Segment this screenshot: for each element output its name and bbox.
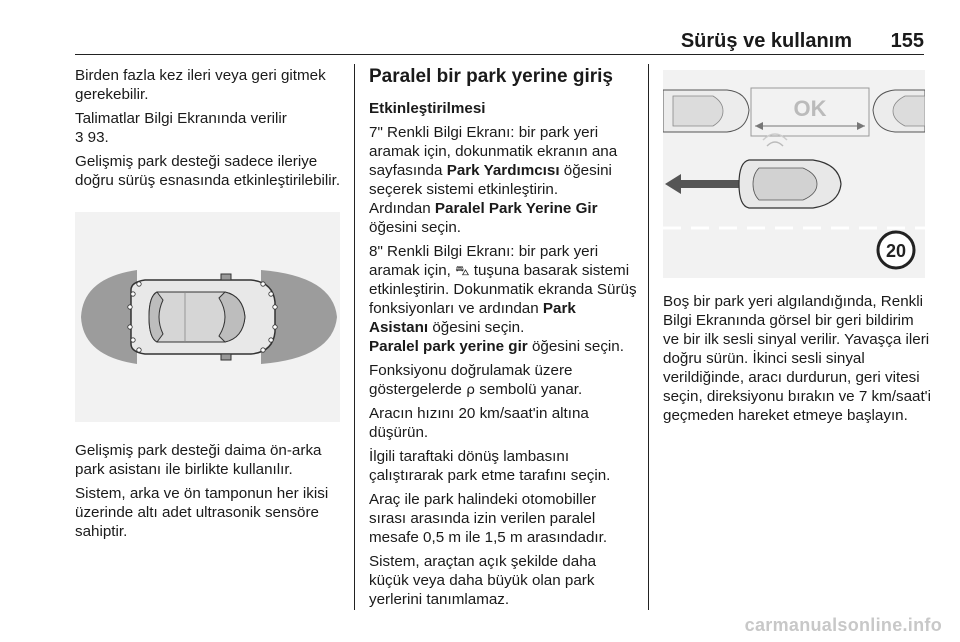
paragraph: [369, 337, 637, 356]
paragraph: [75, 109, 347, 147]
text: 7" Renkli Bilgi Ekranı: bir park yeri aramak için, dokunmatik ekranın ana sayfasında: [369, 124, 618, 179]
paragraph: Birden fazla kez ileri veya geri gitmek gerekebilir.: [75, 67, 326, 103]
column-1-top: [75, 66, 347, 195]
vehicle-button-icon: ⛍: [455, 262, 470, 278]
text: Fonksiyonu doğrulamak üzere göstergelerde: [369, 362, 573, 398]
text: tuşuna basarak sistemi etkinleştirin. Dokunmatik ekranda Sürüş fonksiyonları ve ardından: [369, 262, 637, 317]
page-header-title: Sürüş ve kullanım: [680, 30, 852, 52]
paragraph: Aracın hızını 20 km/saat'in altına düşürün.: [369, 405, 589, 441]
subheading: Etkinleştirilmesi: [369, 100, 486, 117]
paragraph: Gelişmiş park desteği sadece ileriye doğru sürüş esnasında etkinleştirilebilir.: [75, 153, 341, 189]
column-2: [369, 66, 637, 614]
section-title: Paralel bir park yerine giriş: [369, 66, 613, 87]
paragraph: Araç ile park halindeki otomobiller sırası arasında izin verilen paralel mesafe 0,5 m ile 1,5 m arasındadır.: [369, 491, 608, 546]
figure-parallel-parking: [663, 70, 925, 278]
paragraph: Sistem, arka ve ön tamponun her ikisi üzerinde altı adet ultrasonik sensöre sahiptir.: [75, 485, 329, 540]
paragraph: [369, 123, 637, 199]
watermark: carmanualsonline.info: [744, 615, 942, 635]
figure-park-sensors: [75, 212, 340, 422]
text: öğesini seçin.: [428, 319, 525, 336]
text: 8" Renkli Bilgi Ekranı: bir park yeri aramak için,: [369, 243, 599, 279]
ok-label: OK: [793, 96, 827, 121]
text: öğesini seçin.: [369, 219, 462, 236]
menu-item-label: Park Asistanı: [369, 300, 576, 336]
text: öğesini seçin.: [527, 338, 624, 355]
paragraph: Gelişmiş park desteği daima ön-arka park asistanı ile birlikte kullanılır.: [75, 442, 322, 478]
menu-item-label: Paralel park yerine gir: [369, 338, 528, 355]
menu-item-label: Paralel Park Yerine Gir: [434, 200, 598, 217]
column-1-bottom: [75, 441, 347, 546]
text: öğesini seçerek sistemi etkinleştirin.: [369, 162, 612, 198]
text: Talimatlar Bilgi Ekranında verilir: [75, 110, 287, 127]
page-number: 155: [890, 30, 924, 52]
paragraph: [369, 361, 637, 399]
parking-symbol-icon: ⍴: [466, 381, 475, 397]
paragraph: Boş bir park yeri algılandığında, Renkli Bilgi Ekranında görsel bir geri bildirim ve bir ilk sesli sinyal verilir. Yavaşça ileri doğru sürün. İkinci sesli sinyal verildiğinde, aracı durdurun, geri vitesi seçin, direksiyonu bırakın ve 7 km/saat'i geçmeden hareket etmeye başlayın.: [663, 293, 931, 424]
speed-sign-label: 20: [885, 241, 907, 261]
paragraph: Sistem, araçtan açık şekilde daha küçük veya daha büyük olan park yerlerini tanımlamaz.: [369, 553, 597, 608]
text: Ardından: [369, 200, 435, 217]
text: sembolü yanar.: [475, 381, 583, 398]
menu-item-label: Park Yardımcısı: [446, 162, 560, 179]
column-3: [663, 292, 931, 430]
column-divider-1: [354, 64, 355, 610]
page-reference-link[interactable]: 3 93.: [75, 129, 109, 146]
column-divider-2: [648, 64, 649, 610]
paragraph: İlgili taraftaki dönüş lambasını çalıştırarak park etme tarafını seçin.: [369, 448, 611, 484]
header-rule: [75, 54, 924, 55]
paragraph: [369, 242, 637, 337]
paragraph: [369, 199, 637, 237]
